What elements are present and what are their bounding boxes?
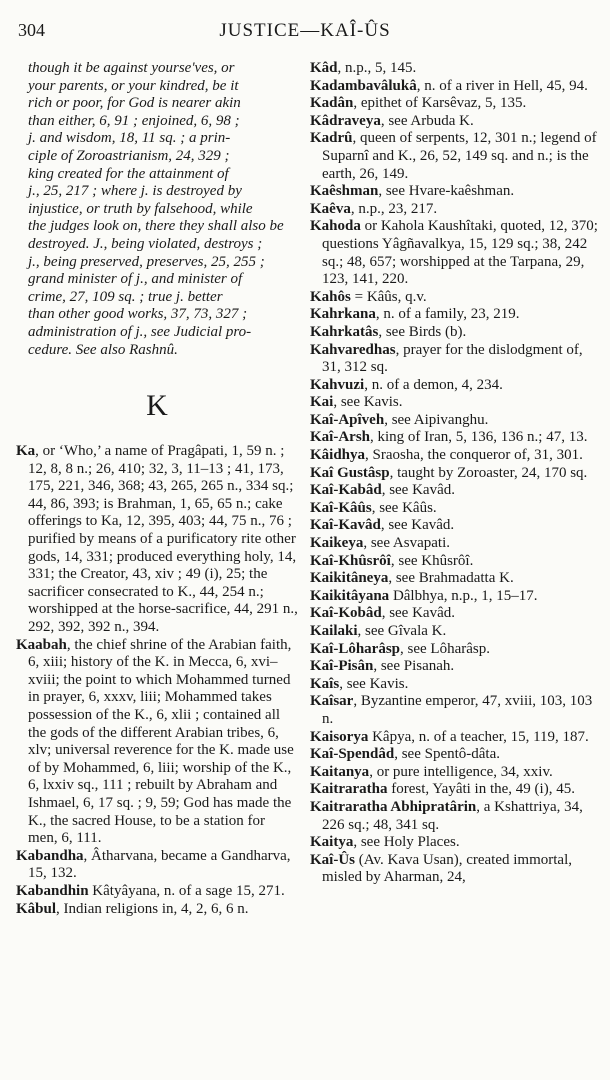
entry-text: , taught by Zoroaster, 24, 170 sq. [389,464,588,481]
entry-text: Kâpya, n. of a teacher, 15, 119, 187. [368,728,589,745]
index-entry [310,729,598,747]
continued-line: j. and wisdom, 18, 11 sq. ; a prin- [28,130,231,147]
right-entries [310,60,598,887]
continued-line: the judges look on, there they shall also be [28,218,284,235]
continued-line: administration of j., see Judicial pro- [28,323,252,340]
entry-headword: Kabandha [16,847,84,864]
entry-headword: Kahrkatâs [310,323,379,340]
entry-text: Kâtyâyana, n. of a sage 15, 271. [88,882,285,899]
index-entry [16,883,298,901]
entry-headword: Kaabah [16,636,67,653]
index-entry [310,342,598,377]
index-entry [310,394,598,412]
index-entry [310,447,598,465]
entry-text: , see Khûsrôî. [390,552,474,569]
index-entry [310,746,598,764]
index-entry [310,465,598,483]
entry-headword: Kaî-Arsh [310,429,370,446]
section-letter: K [146,389,168,423]
entry-headword: Kâbul [16,900,57,917]
left-entries [16,443,298,918]
entry-text: , queen of serpents, 12, 301 n.; legend of Suparnî and K., 26, 52, 149 sq. and n.; is the earth, 26, 149. [322,130,597,182]
entry-headword: Kâd [310,60,338,76]
index-entry [310,113,598,131]
index-entry [310,781,598,799]
entry-headword: Kaî-Kabâd [310,482,382,499]
entry-text: , see Aipivanghu. [384,411,489,428]
continued-line: injustice, or truth by falsehood, while [28,200,253,217]
entry-headword: Kaî-Kobâd [310,605,382,622]
entry-headword: Kaitanya [310,763,370,780]
index-entry [310,570,598,588]
right-column [310,60,598,887]
index-entry [310,60,598,78]
entry-text: Dâlbhya, n.p., 1, 15–17. [389,587,538,604]
index-entry [310,377,598,395]
entry-text: , see Kavis. [333,394,403,411]
index-entry [310,799,598,834]
entry-text: , a Kshattriya, 34, 226 sq.; 48, 341 sq. [322,798,583,833]
index-entry [310,658,598,676]
entry-headword: Kaî-Ûs [310,851,355,868]
entry-text: , n.p., 5, 145. [337,60,417,76]
entry-headword: Kahôs [310,288,351,305]
index-entry [310,623,598,641]
entry-text: , see Kavis. [339,675,409,692]
index-entry [310,588,598,606]
index-entry [16,901,298,919]
entry-headword: Kaikeya [310,535,364,552]
entry-text: , or ‘Who,’ a name of Pragâpati, 1, 59 n. ; 12, 8, 8 n.; 26, 410; 32, 3, 11–13 ; 41, 173, 175, 221, 346, 368; 43, 265, 265 n., 334 sq.; 44, 86, 393; is Brahman, 1, 65, 65 n.; cake offerings to Ka, 12, 395, 403; 44, 75 n., 76 ; purified by means of a purificatory rite other gods, 14, 331; produced everything holy, 14, 331; the Creator, 43, xiv ; 49 (i), 25; the sacrificer consecrated to K., 44, 254 n.; worshipped at the horse-sacrifice, 44, 291 n., 292, 392, 392 n., 394. [28,443,298,636]
entry-text: , Indian religions in, 4, 2, 6, 6 n. [56,900,249,917]
continued-line: ciple of Zoroastrianism, 24, 329 ; [28,147,230,164]
entry-headword: Kaî-Spendâd [310,746,395,763]
index-entry [16,637,298,848]
entry-text: , see Gîvala K. [357,623,447,639]
entry-text: , see Lôharâsp. [400,640,490,657]
entry-text: = Kâûs, q.v. [350,288,427,305]
entry-headword: Kaêshman [310,183,379,200]
entry-text: , see Brahmadatta K. [388,570,514,587]
index-entry [310,852,598,887]
continued-line: than either, 6, 91 ; enjoined, 6, 98 ; [28,112,240,129]
entry-headword: Kaikitâyana [310,587,390,604]
entry-headword: Kaêva [310,200,351,217]
index-entry [310,517,598,535]
entry-text: , see Birds (b). [378,323,467,340]
entry-text: , Sraosha, the conqueror of, 31, 301. [365,447,583,464]
entry-headword: Kâidhya [310,447,366,464]
entry-text: , or pure intelligence, 34, xxiv. [369,763,553,780]
entry-headword: Ka [16,443,36,460]
entry-text: , see Kavâd. [381,482,455,499]
entry-headword: Kahrkana [310,306,376,323]
entry-headword: Kâdraveya [310,112,381,129]
entry-text: (Av. Kava Usan), created immortal, misled by Aharman, 24, [322,851,572,886]
continued-entry-justice [16,60,298,359]
entry-headword: Kaitya [310,834,354,851]
entry-text: , see Kavâd. [381,605,455,622]
continued-line: destroyed. J., being violated, destroys ; [28,235,263,252]
entry-text: , Byzantine emperor, 47, xviii, 103, 103 n. [322,693,593,727]
index-entry [310,201,598,219]
entry-text: , n. of a river in Hell, 45, 94. [416,77,588,94]
continued-line: j., being preserved, preserves, 25, 255 ; [28,253,265,270]
index-entry [310,834,598,852]
entry-text: , Âtharvana, became a Gandharva, 15, 132. [28,847,291,882]
index-entry [310,641,598,659]
entry-text: , see Kavâd. [380,517,455,534]
index-entry [310,535,598,553]
entry-headword: Kaî-Lôharâsp [310,640,401,657]
entry-text: , see Asvapati. [363,535,450,552]
index-entry [310,218,598,288]
entry-headword: Kaitraratha Abhipratârin [310,798,477,815]
entry-text: , see Pisanah. [373,658,455,675]
index-entry [310,412,598,430]
continued-line: crime, 27, 109 sq. ; true j. better [28,288,223,305]
entry-headword: Kaikitâneya [310,570,389,587]
index-entry [310,482,598,500]
entry-text: , prayer for the dislodgment of, 31, 312 sq. [322,341,583,376]
entry-headword: Kahvuzi [310,376,365,393]
running-header [18,20,592,46]
index-entry [310,130,598,183]
continued-line: j., 25, 217 ; where j. is destroyed by [28,183,242,200]
continued-line: king created for the attainment of [28,165,229,182]
entry-text: , n. of a family, 23, 219. [375,306,520,323]
entry-text: , see Arbuda K. [380,112,474,129]
entry-text: , epithet of Karsêvaz, 5, 135. [353,95,527,112]
entry-headword: Kaisorya [310,728,369,745]
entry-text: , the chief shrine of the Arabian faith, 6, xiii; history of the K. in Mecca, 6, xvi–xviii; the point to which Mohammed turned in prayer, 6, xxxv, liii; Mohammed takes possession of the K., 6, xlii ; contained all the gods of the different Arabian tribes, 6, xlv; universal reverence for the K. made use of by Mohammed, 6, liii; worship of the K., 6, lxxiv sq., 111 ; rebuilt by Abraham and Ishmael, 6, 17 sq. ; 9, 59; God has made the K., the sacred House, to be a station for men, 6, 111. [28,636,294,847]
index-entry [310,764,598,782]
index-entry [310,500,598,518]
entry-text: , see Kâûs. [371,499,437,516]
entry-headword: Kaitraratha [310,781,388,798]
index-entry [310,693,598,728]
entry-text: , king of Iran, 5, 136, 136 n.; 47, 13. [370,429,588,446]
continued-line: than other good works, 37, 73, 327 ; [28,306,248,323]
entry-headword: Kailaki [310,623,358,639]
entry-text: forest, Yayâti in the, 49 (i), 45. [387,781,575,798]
entry-text: , see Spentô-dâta. [394,746,501,763]
entry-headword: Kaî-Khûsrôî [310,552,391,569]
index-entry [310,553,598,571]
entry-headword: Kaî Gustâsp [310,464,390,481]
continued-line: though it be against yourse'ves, or [28,60,235,76]
entry-headword: Kahoda [310,218,361,235]
index-entry [310,289,598,307]
entry-headword: Kaî-Pisân [310,658,374,675]
index-entry [310,429,598,447]
running-title: JUSTICE—KAÎ-ÛS [219,20,391,41]
entry-headword: Kaî-Apîveh [310,411,385,428]
entry-headword: Kadambavâlukâ [310,77,417,94]
entry-text: , n.p., 23, 217. [350,200,438,217]
index-entry [310,306,598,324]
entry-headword: Kaîs [310,675,340,692]
continued-line: cedure. See also Rashnû. [28,341,178,358]
index-entry [16,443,298,637]
index-entry [310,605,598,623]
entry-text: or Kahola Kaushîtaki, quoted, 12, 370; questions Yâgñavalkya, 15, 129 sq.; 38, 242 sq.; 48, 657; worshipped at the Tarpana, 29, 123, 141, 220. [322,218,598,288]
left-column [16,60,298,918]
index-entry [16,848,298,883]
page-number: 304 [18,20,45,40]
entry-headword: Kaî-Kâûs [310,499,372,516]
continued-line: rich or poor, for God is nearer akin [28,95,241,112]
continued-line: grand minister of j., and minister of [28,271,243,288]
entry-headword: Kaîsar [310,693,354,710]
entry-text: , n. of a demon, 4, 234. [364,376,503,393]
entry-headword: Kadrû [310,130,353,147]
index-entry [310,676,598,694]
index-entry [310,78,598,96]
entry-headword: Kabandhin [16,882,89,899]
entry-text: , see Holy Places. [353,834,460,851]
continued-line: your parents, or your kindred, be it [28,77,239,94]
entry-headword: Kai [310,394,334,411]
entry-headword: Kahvaredhas [310,341,396,358]
index-entry [310,183,598,201]
entry-headword: Kaî-Kavâd [310,517,381,534]
index-entry [310,95,598,113]
entry-headword: Kadân [310,95,354,112]
index-entry [310,324,598,342]
entry-text: , see Hvare-kaêshman. [378,183,515,200]
